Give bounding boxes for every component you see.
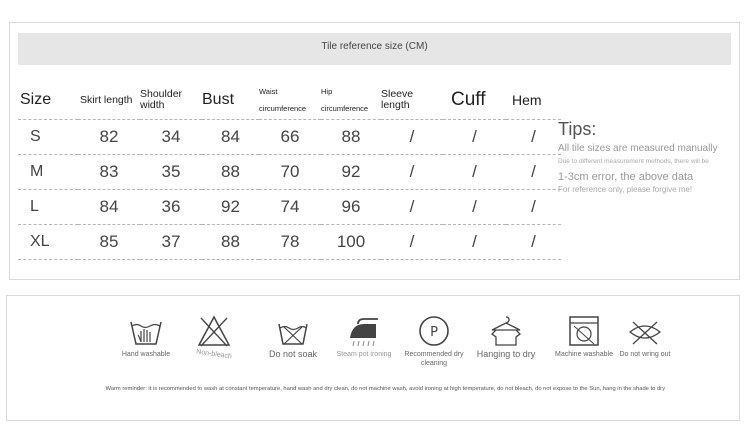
care-instructions-panel xyxy=(6,295,740,421)
table-cell: / xyxy=(506,155,561,190)
header-hem: Hem xyxy=(506,81,561,120)
header-waist: Waist circumference xyxy=(259,81,321,120)
care-label: Hanging to dry xyxy=(476,349,536,359)
tips-text: For reference only, please forgive me! xyxy=(558,185,693,194)
table-cell: 37 xyxy=(140,225,202,260)
table-cell: 92 xyxy=(321,155,381,190)
table-cell: 88 xyxy=(321,120,381,155)
table-cell: 82 xyxy=(78,120,140,155)
table-cell: 70 xyxy=(259,155,321,190)
table-cell: / xyxy=(443,190,506,225)
care-item-hand-wash xyxy=(111,314,181,359)
size-cell: XL xyxy=(18,225,78,260)
hang-dry-icon xyxy=(488,314,524,348)
table-cell: / xyxy=(506,120,561,155)
table-cell: 74 xyxy=(259,190,321,225)
size-table xyxy=(18,81,561,260)
svg-text:P: P xyxy=(430,325,438,340)
care-label: Hand washable xyxy=(121,351,171,358)
table-cell: / xyxy=(443,155,506,190)
care-item-no-soak xyxy=(258,314,328,359)
table-cell: / xyxy=(506,225,561,260)
care-label: Do not soak xyxy=(268,349,318,359)
table-cell: 83 xyxy=(78,155,140,190)
table-cell: / xyxy=(506,190,561,225)
tips-text: 1-3cm error, the above data xyxy=(558,171,694,183)
table-row xyxy=(18,155,561,190)
table-cell: 34 xyxy=(140,120,202,155)
no-wring-icon xyxy=(627,314,663,348)
table-cell: / xyxy=(381,225,443,260)
table-cell: / xyxy=(381,155,443,190)
header-sleeve-length: Sleeve length xyxy=(381,81,443,120)
no-soak-icon xyxy=(275,314,311,348)
table-cell: 100 xyxy=(321,225,381,260)
care-label: Machine washable xyxy=(555,351,613,358)
table-cell: / xyxy=(381,120,443,155)
tips-block xyxy=(558,119,743,194)
header-hip: Hip circumference xyxy=(321,81,381,120)
table-row xyxy=(18,190,561,225)
header-cuff: Cuff xyxy=(443,81,506,120)
tips-text: Due to different measurement methods, there will be xyxy=(558,158,709,165)
machine-wash-icon xyxy=(566,314,602,348)
table-cell: 88 xyxy=(202,225,259,260)
header-skirt-length: Skirt length xyxy=(78,81,140,120)
table-cell: 84 xyxy=(78,190,140,225)
table-cell: 84 xyxy=(202,120,259,155)
care-item-machine-wash xyxy=(549,314,619,359)
care-item-no-wring xyxy=(610,314,680,359)
care-item-steam-iron xyxy=(329,314,399,359)
table-row xyxy=(18,120,561,155)
table-cell: 88 xyxy=(202,155,259,190)
size-cell: M xyxy=(18,155,78,190)
table-row xyxy=(18,225,561,260)
warm-reminder: Warm reminder: it is recommended to wash at constant temperature, hand wash and dry clean, do not machine wash, avoid ironing at high temperature, do not bleach, do not expose to the Sun, hang in the shade to dry xyxy=(105,386,665,392)
header-shoulder-width: Shoulder width xyxy=(140,81,202,120)
table-cell: 92 xyxy=(202,190,259,225)
table-cell: / xyxy=(443,120,506,155)
table-cell: 96 xyxy=(321,190,381,225)
table-cell: / xyxy=(381,190,443,225)
size-cell: L xyxy=(18,190,78,225)
care-label: Recommended dry cleaning xyxy=(404,351,464,367)
table-cell: 85 xyxy=(78,225,140,260)
table-cell: 66 xyxy=(259,120,321,155)
size-chart-panel xyxy=(9,22,740,280)
care-item-no-bleach xyxy=(179,314,249,359)
no-bleach-icon xyxy=(196,314,232,348)
header-bust: Bust xyxy=(202,81,259,120)
care-label: Steam pot ironing xyxy=(336,351,392,358)
care-label: Non-bleach xyxy=(195,348,233,361)
care-item-hang-dry xyxy=(471,314,541,359)
tips-text: All tile sizes are measured manually xyxy=(558,143,718,154)
care-label: Do not wring out xyxy=(619,351,671,358)
care-item-dry-clean xyxy=(399,314,469,368)
steam-iron-icon xyxy=(344,314,384,348)
table-cell: 78 xyxy=(259,225,321,260)
table-cell: 35 xyxy=(140,155,202,190)
table-cell: 36 xyxy=(140,190,202,225)
table-header-row xyxy=(18,81,561,120)
hand-wash-icon xyxy=(128,314,164,348)
tips-title: Tips: xyxy=(558,119,597,139)
table-cell: / xyxy=(443,225,506,260)
dry-clean-icon xyxy=(416,314,452,348)
size-cell: S xyxy=(18,120,78,155)
size-chart-title: Tile reference size (CM) xyxy=(18,33,731,65)
header-size: Size xyxy=(18,81,78,120)
